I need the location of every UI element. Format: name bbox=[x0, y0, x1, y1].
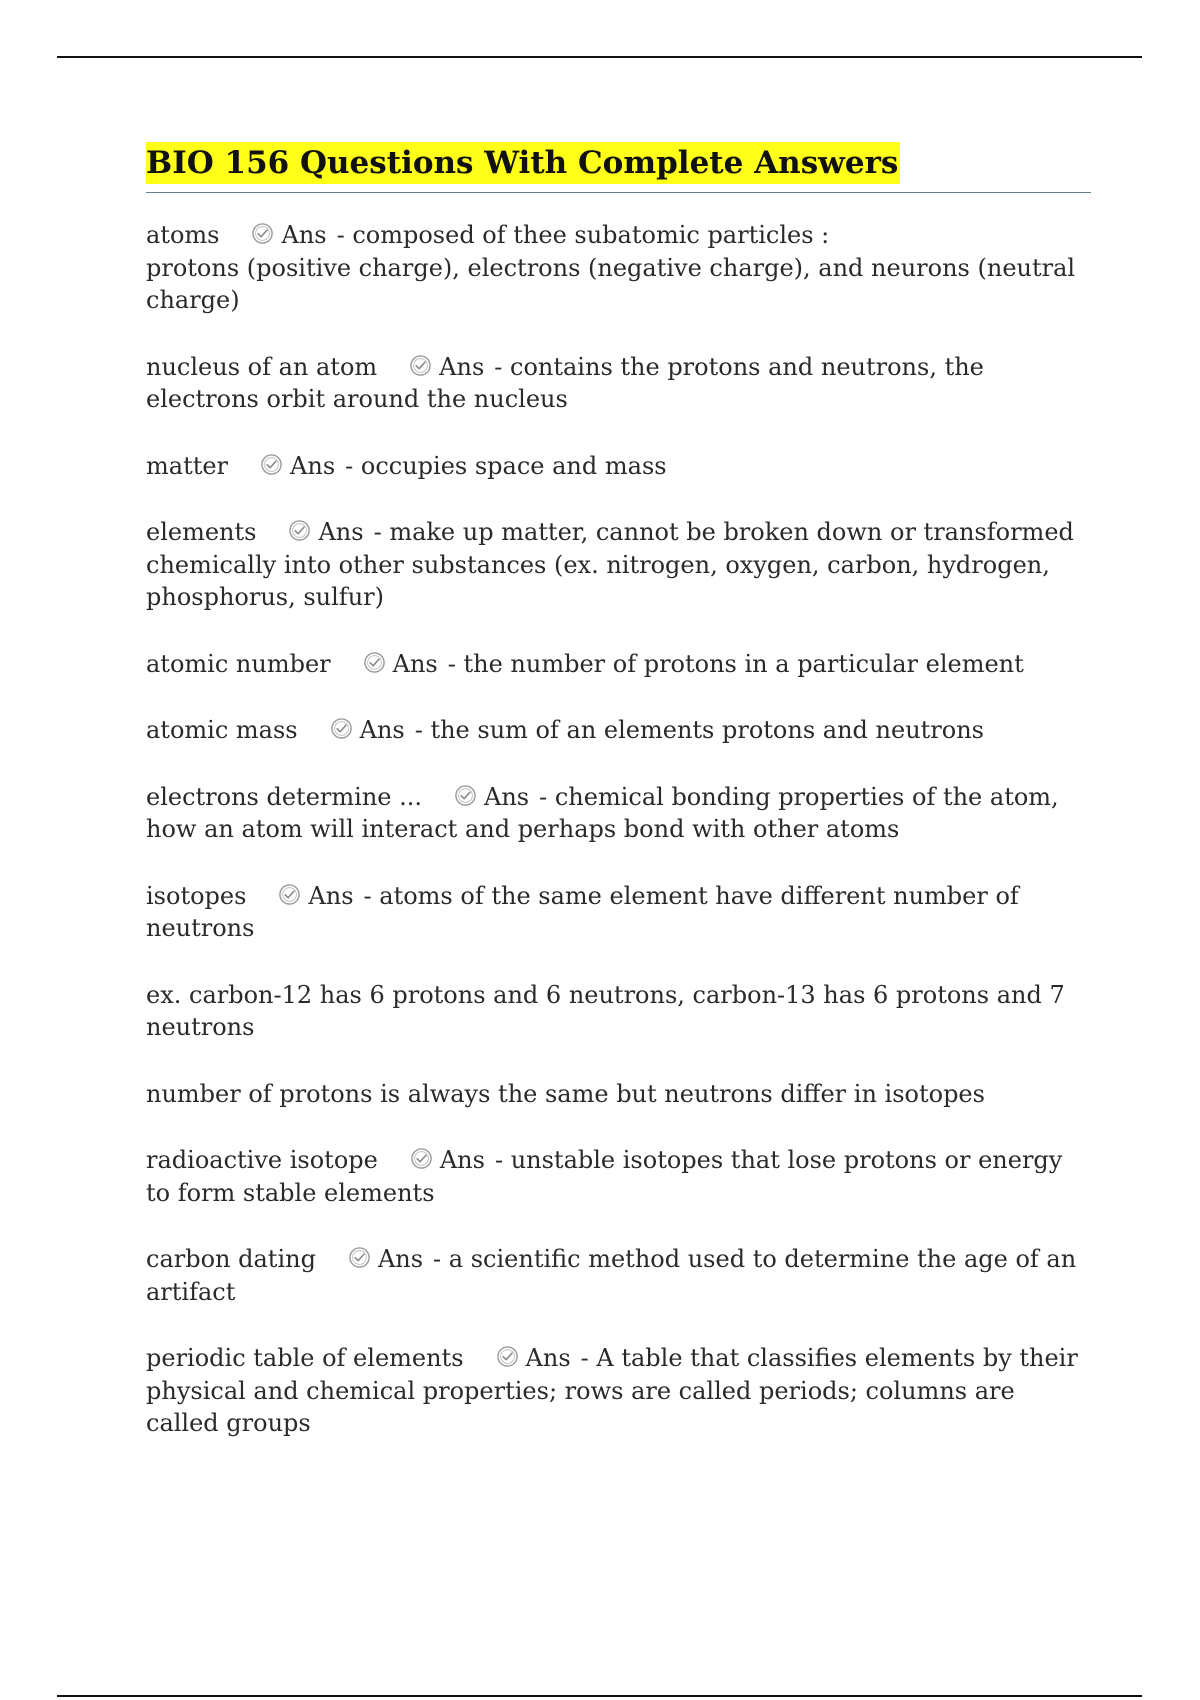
answer-text: - occupies space and mass bbox=[345, 451, 667, 480]
term: matter bbox=[146, 451, 229, 480]
check-circle-icon bbox=[278, 883, 301, 906]
qa-entry-atoms bbox=[146, 219, 1091, 317]
check-circle-icon bbox=[260, 453, 283, 476]
ans-label: Ans bbox=[281, 221, 327, 249]
check-circle-icon bbox=[496, 1345, 519, 1368]
answer-continuation: protons (positive charge), electrons (negative charge), and neurons (neutral charge) bbox=[146, 253, 1076, 314]
check-circle-icon bbox=[288, 519, 311, 542]
term: nucleus of an atom bbox=[146, 352, 378, 381]
answer-text: - unstable isotopes that lose protons or energy to form stable elements bbox=[146, 1146, 1063, 1207]
ans-label: Ans bbox=[525, 1344, 571, 1372]
qa-entry-periodic-table bbox=[146, 1342, 1091, 1440]
ans-label: Ans bbox=[484, 782, 530, 811]
answer-text: - a scientific method used to determine the age of an artifact bbox=[146, 1245, 1077, 1306]
check-circle-icon bbox=[454, 784, 477, 807]
qa-list bbox=[146, 219, 1091, 1440]
top-rule bbox=[57, 56, 1142, 58]
answer-text: - the number of protons in a particular element bbox=[447, 649, 1024, 678]
check-circle-icon bbox=[330, 717, 353, 740]
qa-entry-matter bbox=[146, 450, 1091, 483]
answer-text: - make up matter, cannot be broken down or transformed chemically into other substances (ex. nitrogen, oxygen, carbon, hydrogen, phosphorus, sulfur) bbox=[146, 518, 1074, 611]
answer-text: - the sum of an elements protons and neutrons bbox=[414, 716, 984, 744]
check-circle-icon bbox=[348, 1246, 371, 1269]
ans-label: Ans bbox=[359, 716, 405, 744]
qa-entry-radioactive-isotope bbox=[146, 1144, 1091, 1209]
document-title: BIO 156 Questions With Complete Answers bbox=[146, 142, 900, 184]
ans-label: Ans bbox=[439, 1146, 485, 1174]
check-circle-icon bbox=[409, 354, 432, 377]
term: periodic table of elements bbox=[146, 1344, 464, 1372]
qa-entry-carbon-dating bbox=[146, 1243, 1091, 1308]
ans-label: Ans bbox=[377, 1245, 424, 1273]
ans-label: Ans bbox=[439, 352, 485, 381]
qa-entry-atomic-number bbox=[146, 648, 1091, 681]
note-paragraph: ex. carbon-12 has 6 protons and 6 neutrons, carbon-13 has 6 protons and 7 neutrons bbox=[146, 980, 1065, 1041]
answer-text: - atoms of the same element have different number of neutrons bbox=[146, 881, 1019, 942]
qa-entry-elements bbox=[146, 516, 1091, 614]
answer-text: - contains the protons and neutrons, the electrons orbit around the nucleus bbox=[146, 352, 984, 413]
answer-text: - chemical bonding properties of the atom, how an atom will interact and perhaps bond with other atoms bbox=[146, 782, 1059, 843]
note-paragraph: number of protons is always the same but neutrons differ in isotopes bbox=[146, 1079, 985, 1108]
document-body bbox=[146, 142, 1091, 1474]
term: atoms bbox=[146, 221, 220, 249]
qa-entry-electrons-determine bbox=[146, 781, 1091, 846]
answer-text: - A table that classifies elements by their physical and chemical properties; rows are called periods; columns are called groups bbox=[146, 1344, 1078, 1437]
check-circle-icon bbox=[410, 1147, 433, 1170]
title-block bbox=[146, 142, 1091, 193]
term: carbon dating bbox=[146, 1245, 316, 1273]
term: electrons determine ... bbox=[146, 782, 422, 811]
term: elements bbox=[146, 518, 257, 546]
bottom-rule bbox=[57, 1695, 1142, 1697]
ans-label: Ans bbox=[308, 881, 354, 910]
qa-entry-nucleus bbox=[146, 351, 1091, 416]
ans-label: Ans bbox=[290, 451, 336, 480]
ans-label: Ans bbox=[392, 649, 438, 678]
term: radioactive isotope bbox=[146, 1146, 378, 1174]
term: atomic number bbox=[146, 649, 331, 678]
term: isotopes bbox=[146, 881, 247, 910]
qa-entry-isotopes bbox=[146, 880, 1091, 945]
qa-entry-atomic-mass bbox=[146, 714, 1091, 747]
answer-text: - composed of thee subatomic particles : bbox=[336, 221, 830, 249]
term: atomic mass bbox=[146, 716, 298, 744]
check-circle-icon bbox=[363, 651, 386, 674]
ans-label: Ans bbox=[318, 518, 364, 546]
check-circle-icon bbox=[251, 222, 274, 245]
